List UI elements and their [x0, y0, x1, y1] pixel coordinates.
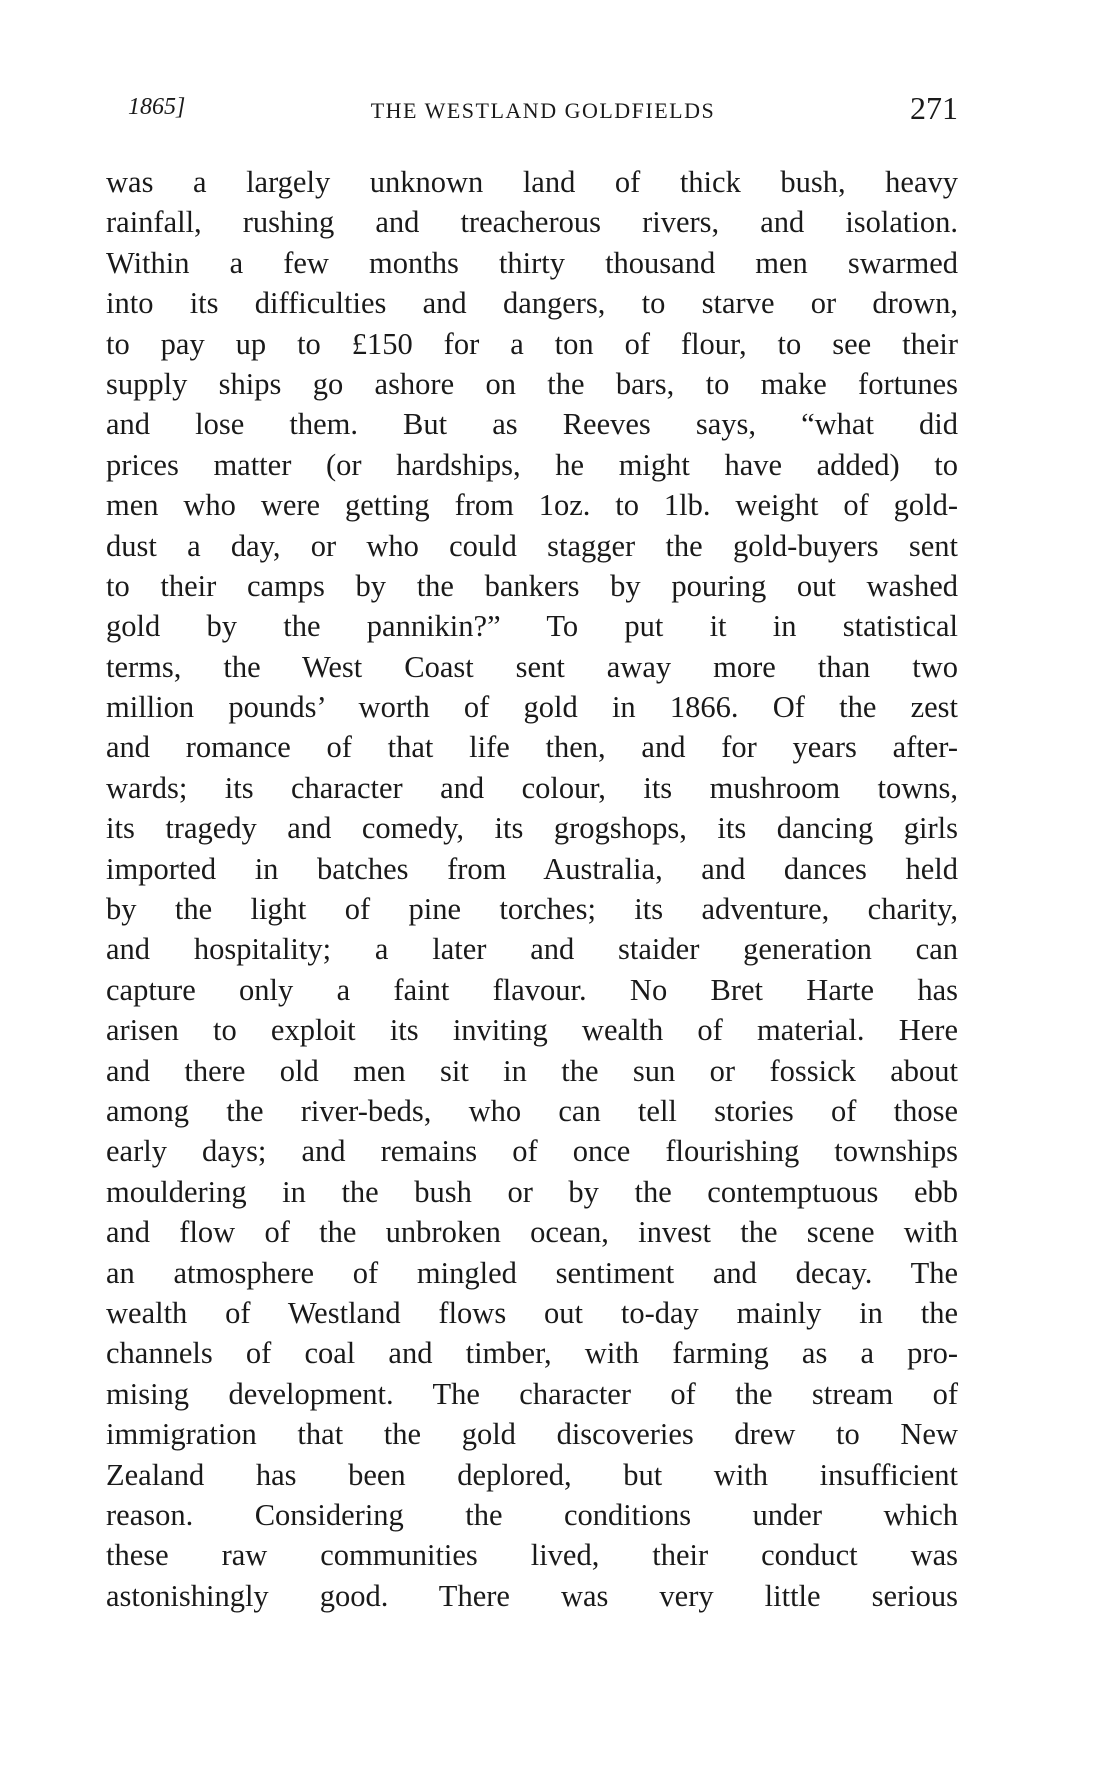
text-line: dust a day, or who could stagger the gold-buyers sent	[106, 528, 958, 563]
text-line: terms, the West Coast sent away more than two	[106, 649, 958, 684]
text-line: these raw communities lived, their conduct was	[106, 1538, 958, 1573]
text-line: channels of coal and timber, with farming as a pro-	[106, 1336, 958, 1371]
text-line: imported in batches from Australia, and dances held	[106, 851, 958, 886]
header-title: THE WESTLAND GOLDFIELDS	[370, 98, 716, 123]
text-line: capture only a faint flavour. No Bret Harte has	[106, 972, 958, 1007]
text-line: million pounds’ worth of gold in 1866. Of the zest	[106, 690, 958, 725]
text-line: was a largely unknown land of thick bush, heavy	[106, 165, 958, 199]
text-line: and lose them. But as Reeves says, “what did	[106, 407, 958, 442]
text-line: immigration that the gold discoveries drew to New	[106, 1417, 958, 1452]
running-header	[128, 92, 958, 132]
text-line: mouldering in the bush or by the contemptuous ebb	[106, 1174, 958, 1209]
text-line: men who were getting from 1oz. to 1lb. weight of gold-	[106, 488, 958, 523]
text-line: Zealand has been deplored, but with insufficient	[106, 1457, 958, 1492]
text-line: to their camps by the bankers by pouring out washed	[106, 568, 958, 603]
text-line: to pay up to £150 for a ton of flour, to see their	[106, 326, 958, 361]
text-line: reason. Considering the conditions under which	[106, 1497, 958, 1532]
text-line: gold by the pannikin?” To put it in statistical	[106, 609, 958, 644]
text-line: Within a few months thirty thousand men swarmed	[106, 245, 958, 280]
text-line: among the river-beds, who can tell stories of those	[106, 1093, 958, 1128]
page-number: 271	[910, 90, 958, 126]
text-line: prices matter (or hardships, he might have added) to	[106, 447, 958, 482]
text-line: by the light of pine torches; its adventure, charity,	[106, 892, 958, 927]
text-line: and flow of the unbroken ocean, invest the scene with	[106, 1215, 958, 1250]
text-line: early days; and remains of once flourishing townships	[106, 1134, 958, 1169]
text-line: an atmosphere of mingled sentiment and decay. The	[106, 1255, 958, 1290]
body-text	[106, 162, 958, 1616]
text-line: arisen to exploit its inviting wealth of material. Here	[106, 1013, 958, 1048]
header-year: 1865]	[128, 94, 186, 120]
text-line: supply ships go ashore on the bars, to make fortunes	[106, 366, 958, 401]
text-line: wards; its character and colour, its mushroom towns,	[106, 770, 958, 805]
text-line: astonishingly good. There was very little serious	[106, 1578, 958, 1613]
text-line: its tragedy and comedy, its grogshops, its dancing girls	[106, 811, 958, 846]
text-line: rainfall, rushing and treacherous rivers, and isolation.	[106, 205, 958, 240]
text-line: and there old men sit in the sun or fossick about	[106, 1053, 958, 1088]
text-line: and hospitality; a later and staider generation can	[106, 932, 958, 967]
text-line: and romance of that life then, and for years after-	[106, 730, 958, 765]
text-line: mising development. The character of the stream of	[106, 1376, 958, 1411]
text-line: wealth of Westland flows out to-day mainly in the	[106, 1295, 958, 1330]
text-line: into its difficulties and dangers, to starve or drown,	[106, 286, 958, 321]
